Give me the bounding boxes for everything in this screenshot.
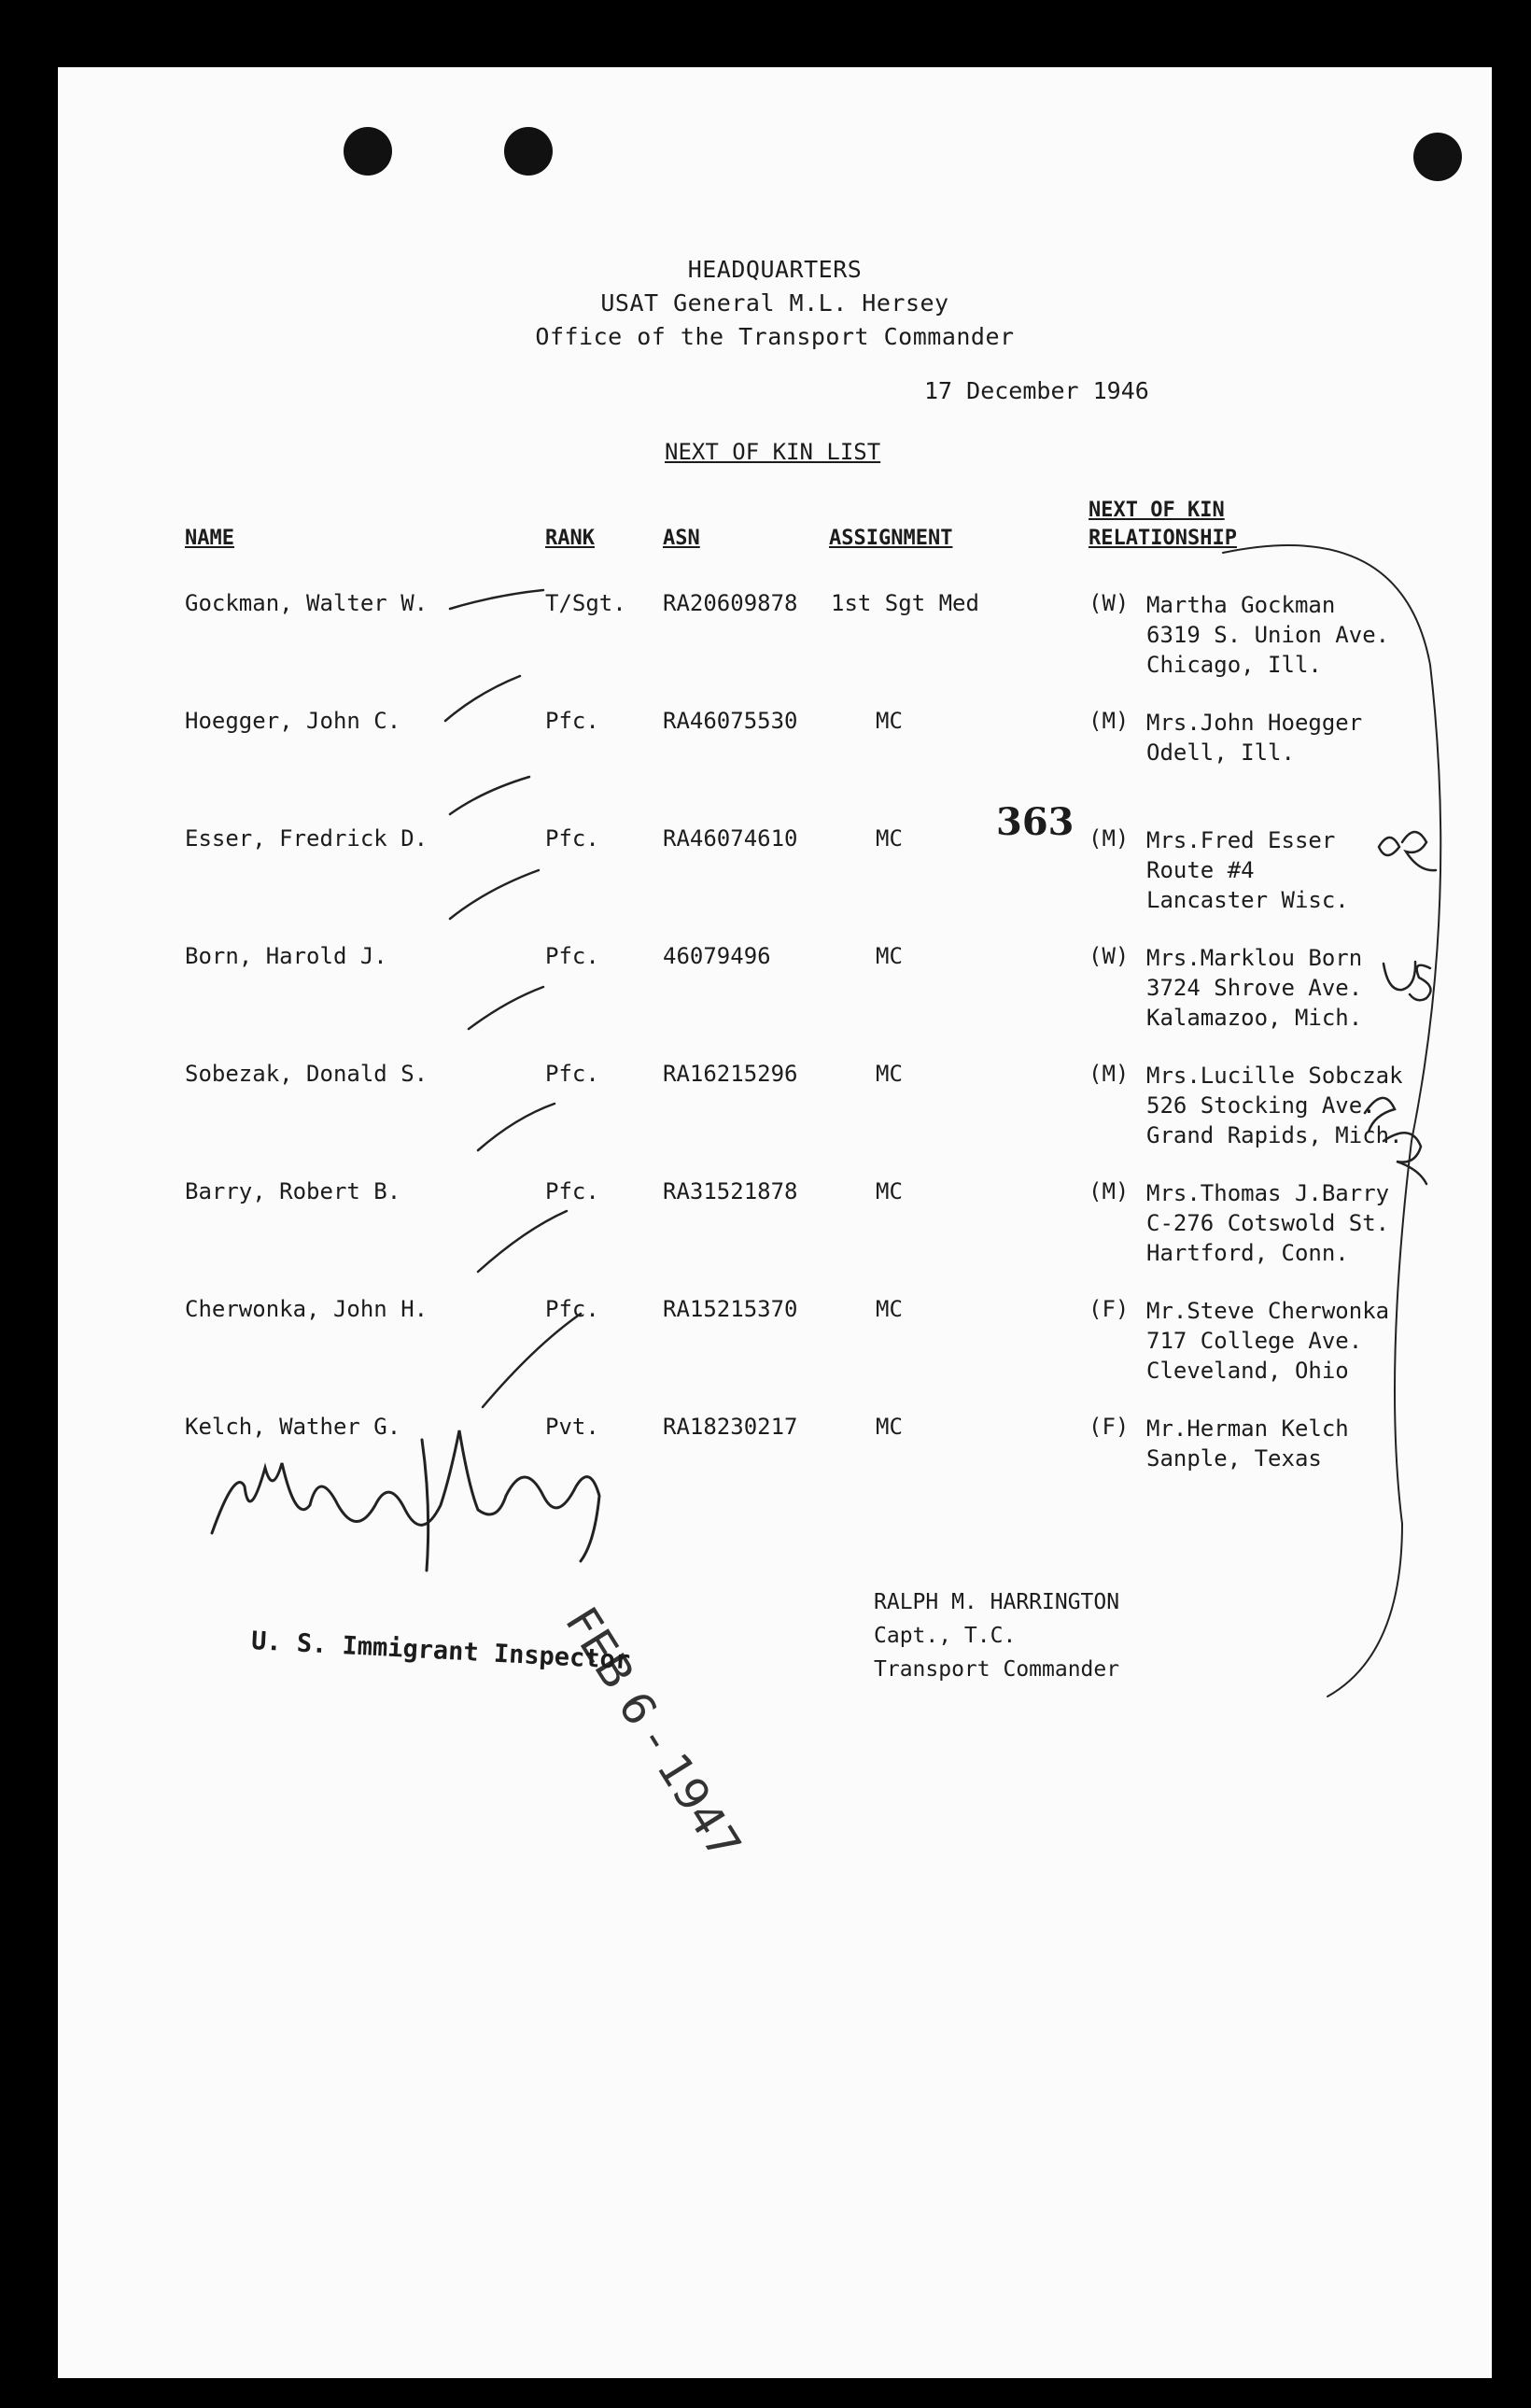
row-asn: 46079496 xyxy=(663,943,771,969)
row-kin-line-2: 3724 Shrove Ave. xyxy=(1146,975,1363,1001)
row-kin-line-1: Mr.Herman Kelch xyxy=(1146,1415,1349,1442)
row-rank: Pfc. xyxy=(545,1296,599,1322)
row-kin-line-1: Mrs.Lucille Sobczak xyxy=(1146,1063,1403,1089)
header-line-3: Office of the Transport Commander xyxy=(535,323,1015,350)
row-assignment: MC xyxy=(876,1414,903,1440)
row-assignment: 1st Sgt Med xyxy=(831,590,979,616)
row-asn: RA18230217 xyxy=(663,1414,798,1440)
row-asn: RA15215370 xyxy=(663,1296,798,1322)
row-rank: Pfc. xyxy=(545,825,599,852)
row-assignment: MC xyxy=(876,825,903,852)
row-kin-line-2: Sanple, Texas xyxy=(1146,1445,1322,1472)
row-name: Hoegger, John C. xyxy=(185,708,401,734)
commander-title: Transport Commander xyxy=(874,1657,1120,1682)
row-asn: RA31521878 xyxy=(663,1178,798,1204)
check-mark xyxy=(450,870,539,919)
check-mark xyxy=(469,987,543,1029)
row-kin-line-2: 6319 S. Union Ave. xyxy=(1146,622,1390,648)
column-header-asn: ASN xyxy=(663,527,700,550)
row-kin-line-3: Chicago, Ill. xyxy=(1146,652,1322,678)
row-kin-line-1: Mrs.Fred Esser xyxy=(1146,827,1336,853)
row-relationship: (F) xyxy=(1089,1296,1130,1322)
row-name: Kelch, Wather G. xyxy=(185,1414,401,1440)
row-assignment: MC xyxy=(876,708,903,734)
column-header-kin: NEXT OF KIN xyxy=(1089,499,1225,522)
row-kin-line-2: Odell, Ill. xyxy=(1146,739,1295,766)
check-mark xyxy=(478,1104,555,1150)
row-asn: RA46075530 xyxy=(663,708,798,734)
inspector-title: U. S. Immigrant Inspector xyxy=(250,1626,631,1676)
row-rank: Pfc. xyxy=(545,1061,599,1087)
row-kin-line-2: C-276 Cotswold St. xyxy=(1146,1210,1390,1236)
row-rank: Pfc. xyxy=(545,708,599,734)
row-rank: Pvt. xyxy=(545,1414,599,1440)
check-mark xyxy=(445,676,520,721)
row-kin-line-3: Cleveland, Ohio xyxy=(1146,1358,1349,1384)
row-kin-line-2: 717 College Ave. xyxy=(1146,1328,1363,1354)
header-line-1: HEADQUARTERS xyxy=(687,256,863,283)
row-asn: RA46074610 xyxy=(663,825,798,852)
bracket-line xyxy=(1223,545,1440,1697)
row-kin-line-1: Mr.Steve Cherwonka xyxy=(1146,1298,1390,1324)
commander-rank: Capt., T.C. xyxy=(874,1624,1017,1648)
row-name: Esser, Fredrick D. xyxy=(185,825,428,852)
row-relationship: (M) xyxy=(1089,1061,1130,1087)
document-title: NEXT OF KIN LIST xyxy=(665,439,881,465)
row-rank: Pfc. xyxy=(545,1178,599,1204)
margin-note-us xyxy=(1384,962,1431,1000)
document-date: 17 December 1946 xyxy=(924,377,1149,404)
margin-note-ae xyxy=(1379,832,1436,870)
row-asn: RA16215296 xyxy=(663,1061,798,1087)
row-kin-line-1: Mrs.Marklou Born xyxy=(1146,945,1363,971)
row-relationship: (W) xyxy=(1089,943,1130,969)
row-name: Born, Harold J. xyxy=(185,943,387,969)
column-header-assignment: ASSIGNMENT xyxy=(829,527,953,550)
row-kin-line-2: Route #4 xyxy=(1146,857,1255,883)
row-kin-line-3: Kalamazoo, Mich. xyxy=(1146,1005,1363,1031)
row-kin-line-3: Lancaster Wisc. xyxy=(1146,887,1349,913)
document-page xyxy=(58,67,1492,2378)
row-asn: RA20609878 xyxy=(663,590,798,616)
stamp-number: 363 xyxy=(996,800,1075,844)
row-relationship: (F) xyxy=(1089,1414,1130,1440)
received-date-stamp: FEB 6 - 1947 xyxy=(555,1598,751,1869)
row-name: Gockman, Walter W. xyxy=(185,590,428,616)
column-header-name: NAME xyxy=(185,527,234,550)
row-relationship: (W) xyxy=(1089,590,1130,616)
row-assignment: MC xyxy=(876,1061,903,1087)
inspector-signature xyxy=(212,1430,599,1570)
row-assignment: MC xyxy=(876,1178,903,1204)
row-name: Barry, Robert B. xyxy=(185,1178,401,1204)
row-rank: T/Sgt. xyxy=(545,590,626,616)
row-rank: Pfc. xyxy=(545,943,599,969)
column-header-relationship: RELATIONSHIP xyxy=(1089,527,1237,550)
row-name: Sobezak, Donald S. xyxy=(185,1061,428,1087)
row-relationship: (M) xyxy=(1089,1178,1130,1204)
check-mark xyxy=(450,590,543,609)
row-relationship: (M) xyxy=(1089,825,1130,852)
header-line-2: USAT General M.L. Hersey xyxy=(600,289,949,317)
column-header-rank: RANK xyxy=(545,527,595,550)
row-assignment: MC xyxy=(876,1296,903,1322)
row-name: Cherwonka, John H. xyxy=(185,1296,428,1322)
pen-marks xyxy=(58,67,1492,2378)
check-mark xyxy=(450,777,529,814)
row-kin-line-3: Hartford, Conn. xyxy=(1146,1240,1349,1266)
row-kin-line-1: Mrs.John Hoegger xyxy=(1146,710,1363,736)
commander-name: RALPH M. HARRINGTON xyxy=(874,1590,1120,1614)
row-kin-line-3: Grand Rapids, Mich. xyxy=(1146,1122,1403,1148)
row-assignment: MC xyxy=(876,943,903,969)
row-kin-line-1: Martha Gockman xyxy=(1146,592,1336,618)
row-relationship: (M) xyxy=(1089,708,1130,734)
check-mark xyxy=(478,1211,567,1272)
row-kin-line-1: Mrs.Thomas J.Barry xyxy=(1146,1180,1390,1206)
row-kin-line-2: 526 Stocking Ave. xyxy=(1146,1092,1376,1119)
check-mark xyxy=(483,1314,581,1407)
